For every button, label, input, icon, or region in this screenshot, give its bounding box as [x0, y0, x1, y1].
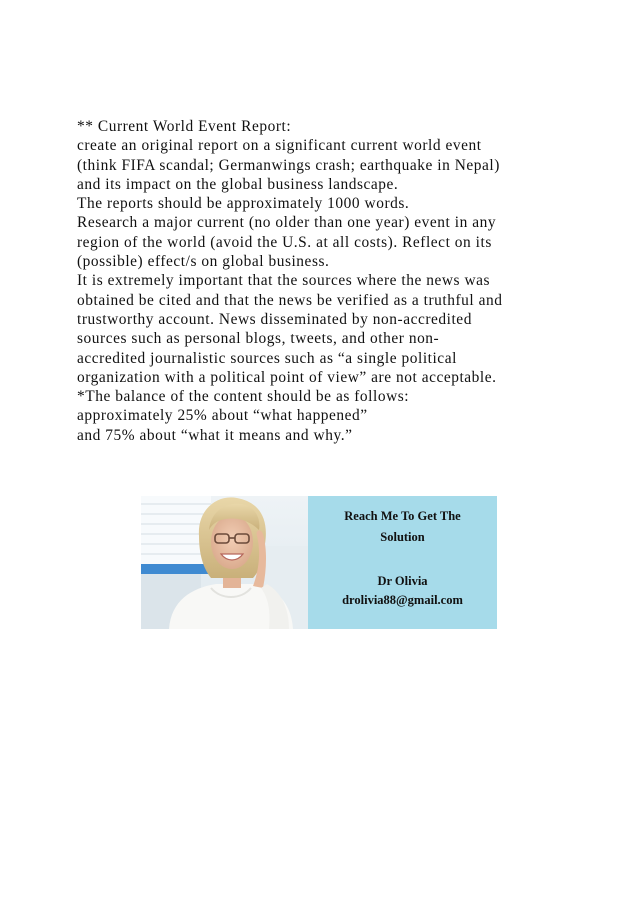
banner-heading-line2: Solution — [380, 530, 425, 544]
text-line: and 75% about “what it means and why.” — [77, 426, 353, 444]
text-line: region of the world (avoid the U.S. at all costs). Reflect on its — [77, 233, 492, 251]
text-line: *The balance of the content should be as follows: — [77, 388, 410, 406]
text-line: (possible) effect/s on global business. — [77, 253, 330, 271]
contact-email: drolivia88@gmail.com — [342, 593, 463, 607]
text-line: trustworthy account. News disseminated by non-accredited — [77, 310, 472, 328]
text-line: create an original report on a significant current world event — [77, 137, 482, 155]
text-line: obtained be cited and that the news be verified as a truthful and — [77, 291, 503, 309]
smiling-woman-photo — [141, 496, 308, 629]
text-line: and its impact on the global business landscape. — [77, 175, 399, 193]
text-line: organization with a political point of view” are not acceptable. — [77, 368, 497, 386]
contact-banner — [141, 496, 497, 629]
text-line: sources such as personal blogs, tweets, and other non- — [77, 330, 440, 348]
text-line: It is extremely important that the sources where the news was — [77, 272, 491, 290]
text-line: approximately 25% about “what happened” — [77, 407, 368, 425]
text-line: ** Current World Event Report: — [77, 118, 292, 135]
text-line: (think FIFA scandal; Germanwings crash; earthquake in Nepal) — [77, 156, 500, 174]
contact-info-panel — [308, 496, 497, 629]
contact-name: Dr Olivia — [377, 574, 428, 588]
report-instructions-text — [77, 117, 577, 445]
text-line: The reports should be approximately 1000 words. — [77, 195, 410, 213]
text-line: accredited journalistic sources such as “a single political — [77, 349, 457, 367]
banner-heading-line1: Reach Me To Get The — [344, 509, 461, 523]
text-line: Research a major current (no older than one year) event in any — [77, 214, 497, 232]
